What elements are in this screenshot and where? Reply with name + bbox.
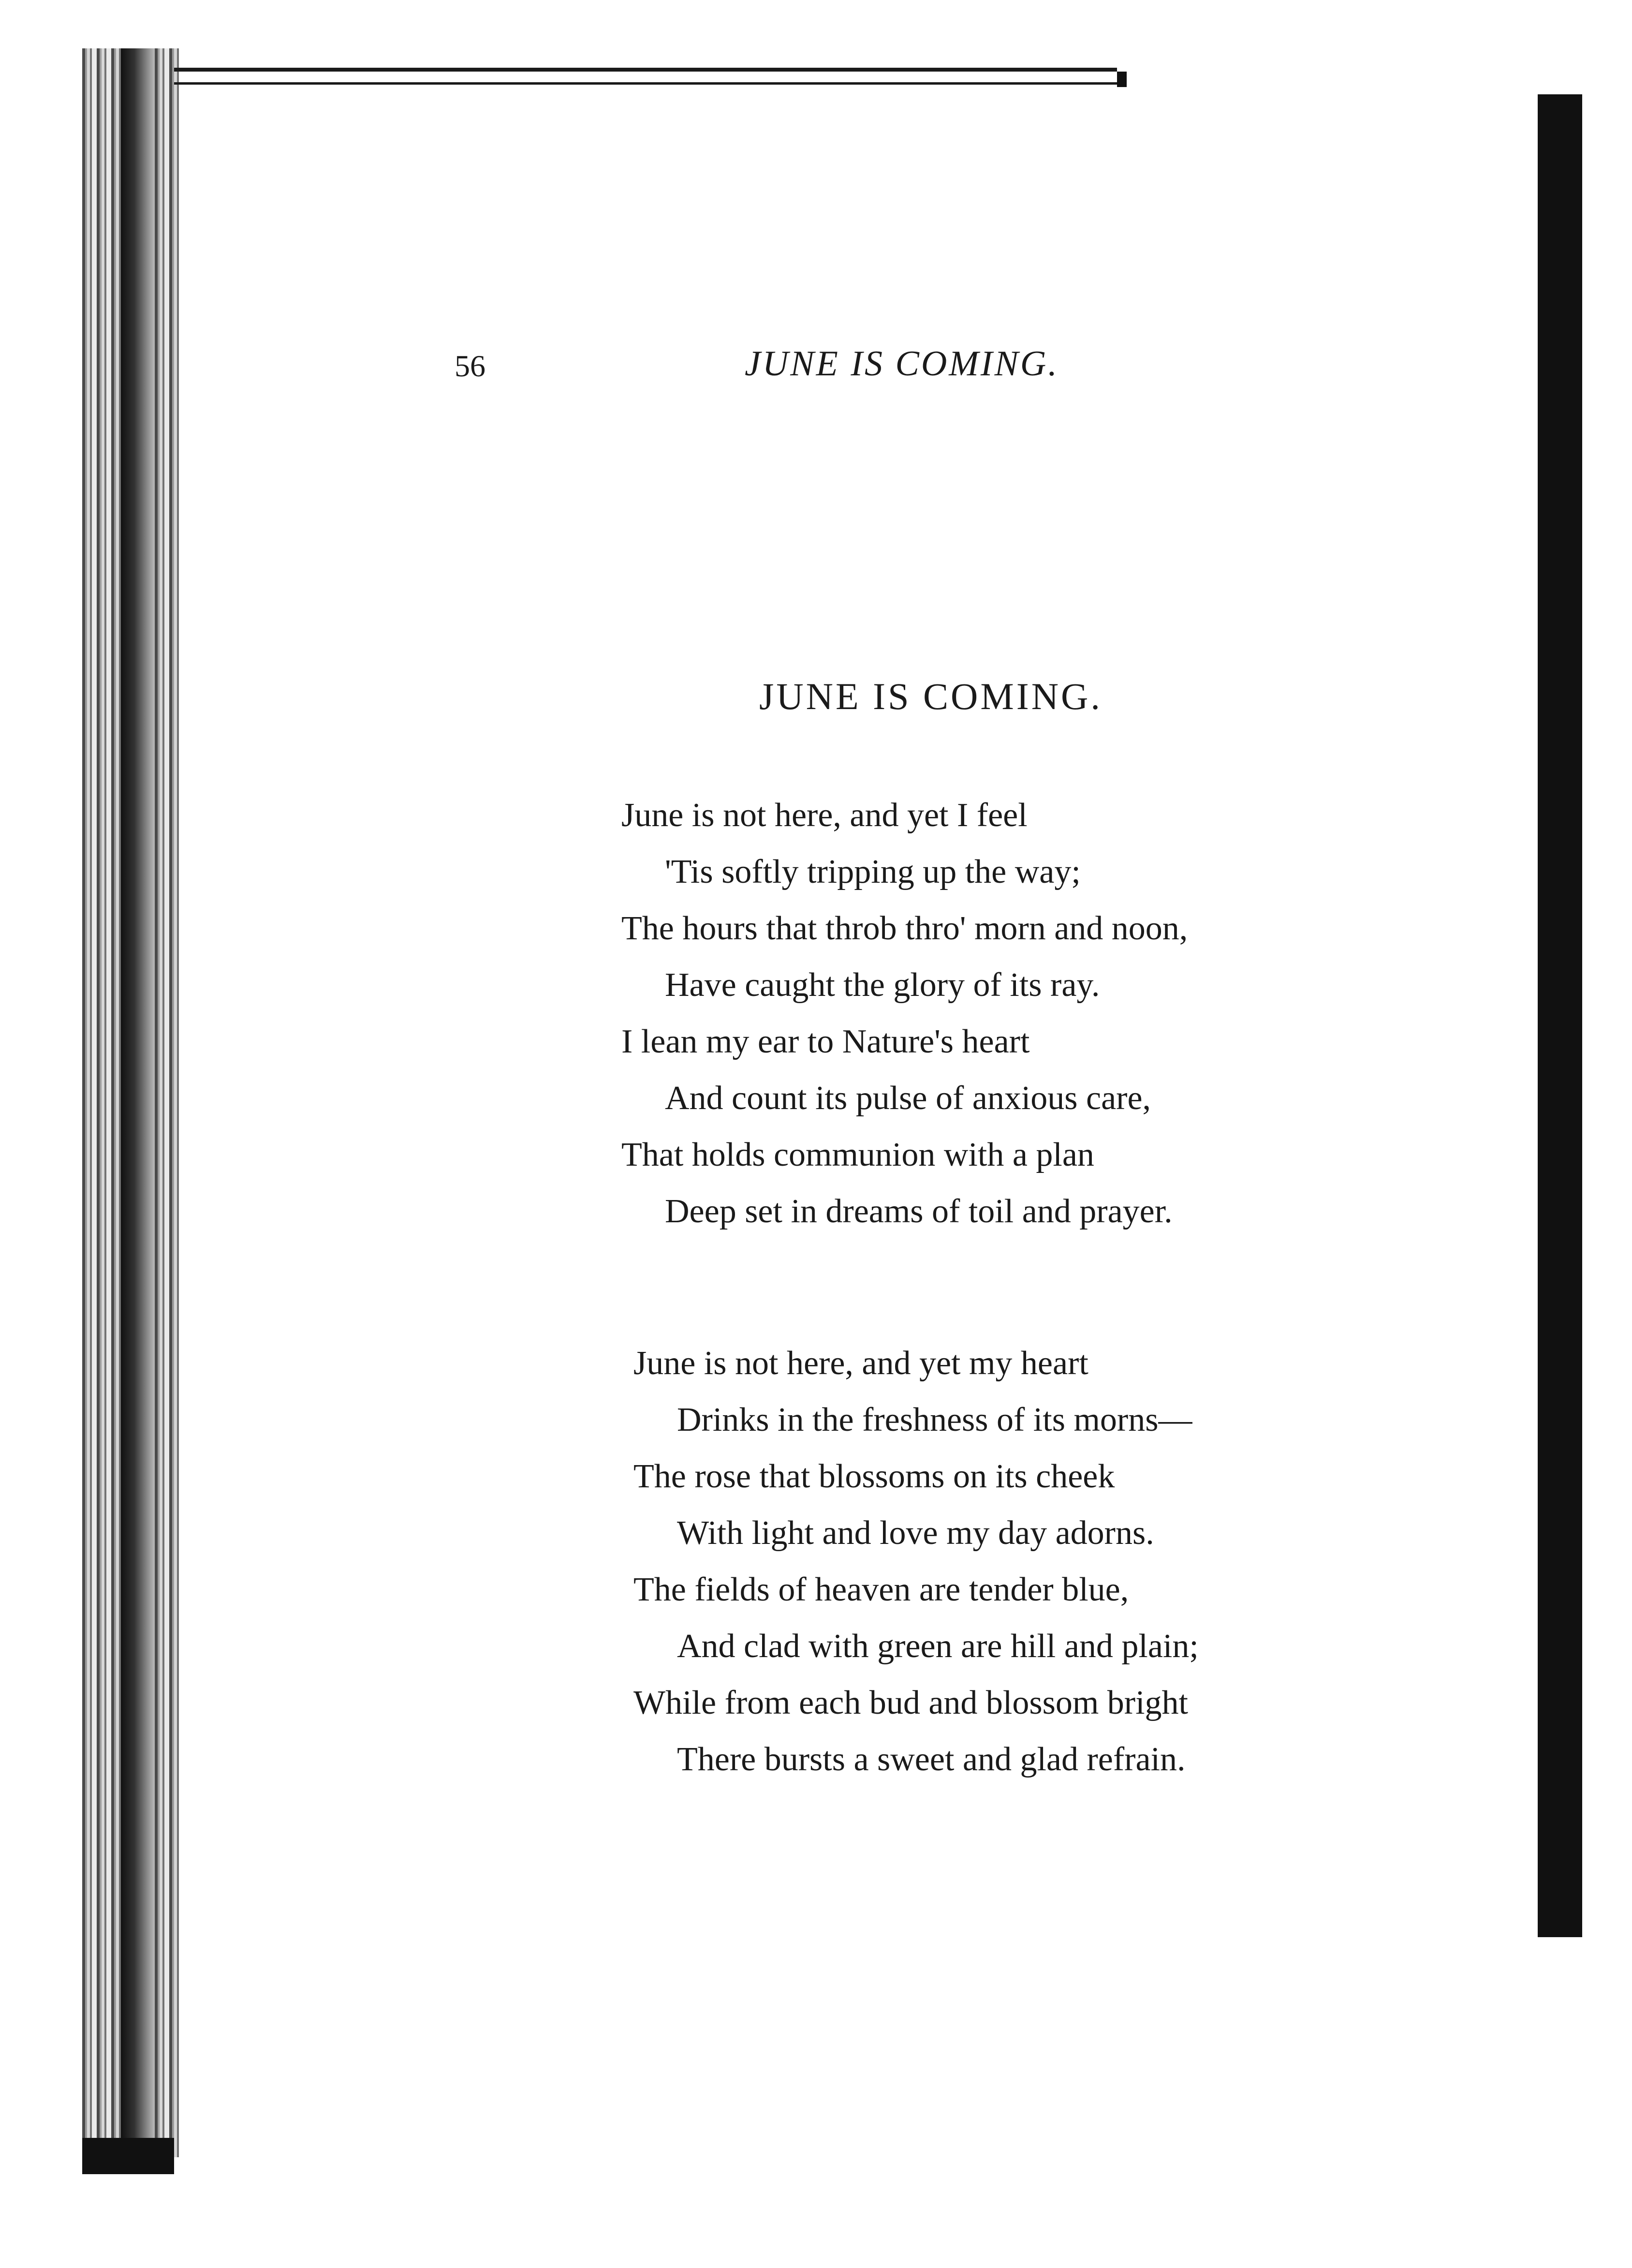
poem-line — [633, 1505, 1199, 1561]
poem-line-text: And count its pulse of anxious care, — [665, 1080, 1151, 1117]
poem-line — [621, 900, 1188, 957]
poem-line — [633, 1561, 1199, 1618]
binding-shadow — [121, 48, 155, 2167]
poem-line — [621, 1070, 1188, 1127]
running-title: JUNE IS COMING. — [745, 344, 1059, 384]
stanza-2 — [633, 1335, 1199, 1788]
poem-line-text: I lean my ear to Nature's heart — [621, 1023, 1030, 1060]
running-head — [455, 339, 1151, 392]
poem-line-text: Drinks in the freshness of its morns— — [677, 1401, 1192, 1438]
poem-line — [633, 1618, 1199, 1675]
poem-line-text: Have caught the glory of its ray. — [665, 966, 1100, 1004]
poem-line — [621, 957, 1188, 1013]
poem-line-text: The rose that blossoms on its cheek — [633, 1458, 1115, 1495]
poem-line — [621, 787, 1188, 844]
poem-line-text: Deep set in dreams of toil and prayer. — [665, 1193, 1173, 1230]
poem-line — [621, 1127, 1188, 1183]
poem-line — [633, 1731, 1199, 1788]
poem-line — [633, 1335, 1199, 1392]
top-border-rule-end — [1117, 72, 1127, 87]
poem-line — [633, 1392, 1199, 1448]
poem-line-text: June is not here, and yet my heart — [633, 1345, 1088, 1382]
poem-line-text: 'Tis softly tripping up the way; — [665, 853, 1081, 890]
poem-line-text: With light and love my day adorns. — [677, 1514, 1154, 1552]
stanza-1 — [621, 787, 1188, 1240]
poem-line-text: The fields of heaven are tender blue, — [633, 1571, 1129, 1608]
right-edge-bar — [1538, 94, 1582, 1937]
poem-line — [621, 1013, 1188, 1070]
poem-line-text: The hours that throb thro' morn and noon, — [621, 910, 1188, 947]
page-number: 56 — [455, 349, 485, 383]
top-border-rule — [174, 68, 1117, 85]
poem-line — [633, 1675, 1199, 1731]
poem-line — [621, 844, 1188, 900]
poem-line-text: And clad with green are hill and plain; — [677, 1628, 1199, 1665]
poem-line-text: That holds communion with a plan — [621, 1136, 1094, 1173]
poem-line — [621, 1183, 1188, 1240]
poem-line-text: While from each bud and blossom bright — [633, 1684, 1188, 1721]
binding-foot-mark — [82, 2138, 174, 2174]
poem-line-text: June is not here, and yet I feel — [621, 797, 1028, 834]
poem-title: JUNE IS COMING. — [759, 675, 1103, 717]
poem-line — [633, 1448, 1199, 1505]
poem-line-text: There bursts a sweet and glad refrain. — [677, 1741, 1186, 1778]
